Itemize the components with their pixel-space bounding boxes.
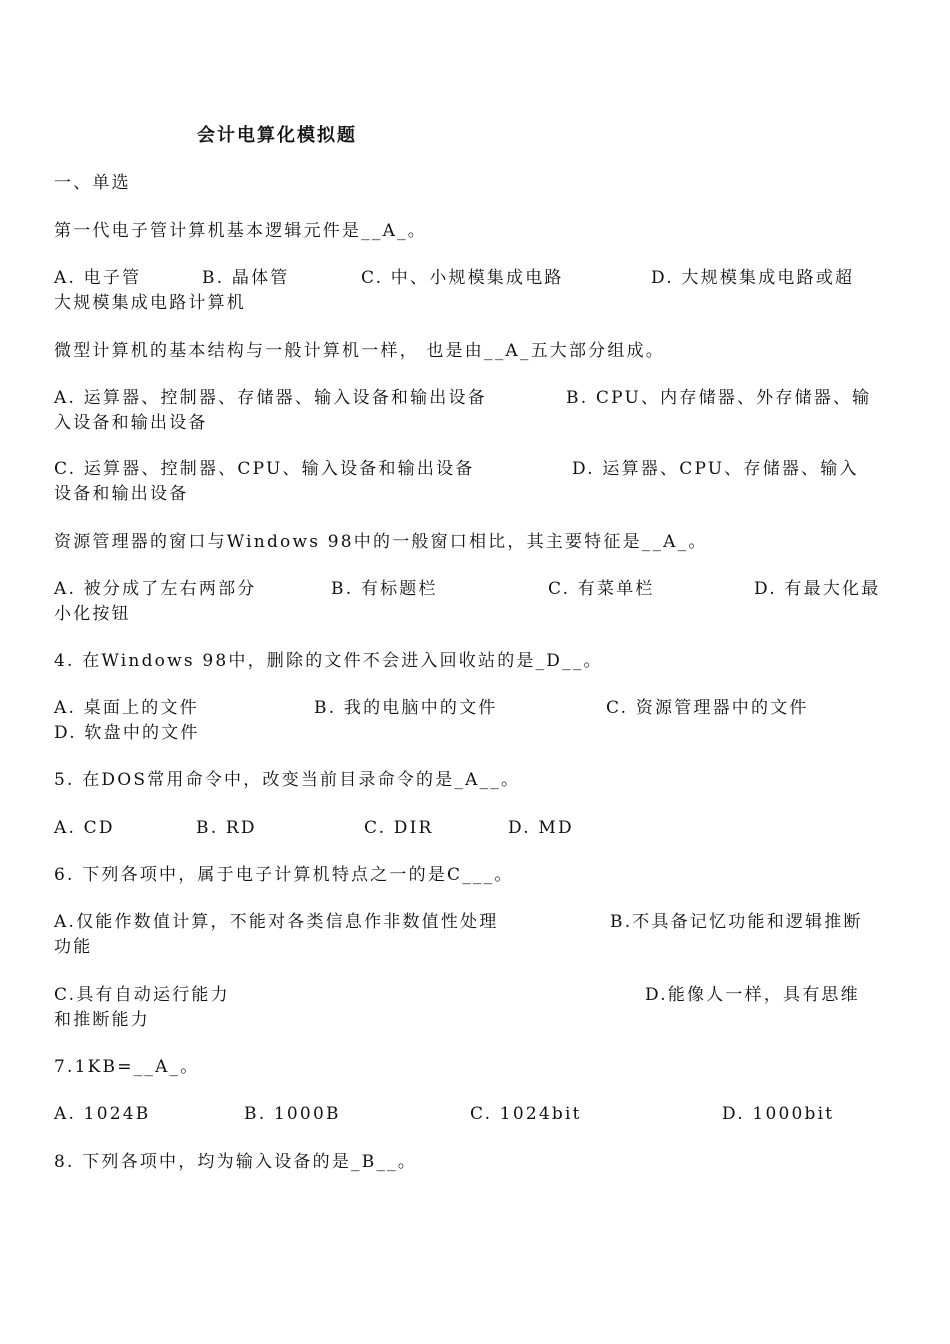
q6-option-d-continued: 和推断能力: [54, 1010, 150, 1030]
question-2-options-row-2: [0, 457, 950, 481]
q4-option-d: D. 软盘中的文件: [54, 723, 200, 743]
question-4-options-row: [0, 696, 950, 720]
q1-option-d-continued: 大规模集成电路计算机: [54, 293, 246, 313]
q1-option-a: A. 电子管: [54, 268, 142, 288]
q7-option-b: B. 1000B: [244, 1104, 341, 1124]
q4-option-c: C. 资源管理器中的文件: [606, 698, 809, 718]
section-heading: 一、单选: [54, 173, 131, 193]
q5-option-a: A. CD: [54, 818, 115, 838]
q6-option-b: B.不具备记忆功能和逻辑推断: [610, 912, 863, 932]
q5-option-d: D. MD: [508, 818, 574, 838]
question-6-stem: 6. 下列各项中，属于电子计算机特点之一的是C___。: [54, 865, 514, 885]
question-4-stem: 4. 在Windows 98中，删除的文件不会进入回收站的是_D__。: [54, 651, 603, 671]
q1-option-b: B. 晶体管: [202, 268, 290, 288]
q3-option-c: C. 有菜单栏: [548, 579, 655, 599]
q2-option-d-continued: 设备和输出设备: [54, 484, 189, 504]
q2-option-c: C. 运算器、控制器、CPU、输入设备和输出设备: [54, 459, 475, 479]
q4-option-b: B. 我的电脑中的文件: [314, 698, 498, 718]
question-5-options-row: [0, 816, 950, 840]
q3-option-a: A. 被分成了左右两部分: [54, 579, 257, 599]
q6-option-a: A.仅能作数值计算，不能对各类信息作非数值性处理: [54, 912, 499, 932]
question-2-stem: 微型计算机的基本结构与一般计算机一样， 也是由__A_五大部分组成。: [54, 341, 665, 361]
q6-option-d: D.能像人一样，具有思维: [645, 985, 860, 1005]
q7-option-d: D. 1000bit: [722, 1104, 835, 1124]
q6-option-c: C.具有自动运行能力: [54, 985, 230, 1005]
q3-option-d: D. 有最大化最: [754, 579, 881, 599]
question-1-stem: 第一代电子管计算机基本逻辑元件是__A_。: [54, 221, 427, 241]
question-5-stem: 5. 在DOS常用命令中，改变当前目录命令的是_A__。: [54, 770, 521, 790]
question-8-stem: 8. 下列各项中，均为输入设备的是_B__。: [54, 1152, 418, 1172]
question-7-stem: 7.1KB=__A_。: [54, 1057, 200, 1077]
q1-option-d: D. 大规模集成电路或超: [651, 268, 855, 288]
q2-option-b: B. CPU、内存储器、外存储器、输: [566, 388, 872, 408]
q2-option-d: D. 运算器、CPU、存储器、输入: [572, 459, 859, 479]
q5-option-b: B. RD: [196, 818, 257, 838]
page-title: 会计电算化模拟题: [197, 125, 357, 146]
question-3-stem: 资源管理器的窗口与Windows 98中的一般窗口相比，其主要特征是__A_。: [54, 532, 708, 552]
q5-option-c: C. DIR: [364, 818, 434, 838]
question-2-options-row-1: [0, 386, 950, 410]
q6-option-b-continued: 功能: [54, 937, 93, 957]
q2-option-a: A. 运算器、控制器、存储器、输入设备和输出设备: [54, 388, 487, 408]
question-7-options-row: [0, 1102, 950, 1126]
q3-option-b: B. 有标题栏: [331, 579, 438, 599]
question-6-options-row-1: [0, 910, 950, 934]
question-1-options-row: [0, 266, 950, 290]
question-3-options-row: [0, 577, 950, 601]
q1-option-c: C. 中、小规模集成电路: [361, 268, 564, 288]
q7-option-c: C. 1024bit: [470, 1104, 582, 1124]
q7-option-a: A. 1024B: [54, 1104, 151, 1124]
q4-option-a: A. 桌面上的文件: [54, 698, 199, 718]
question-6-options-row-2: [0, 983, 950, 1007]
q2-option-b-continued: 入设备和输出设备: [54, 413, 208, 433]
q3-option-d-continued: 小化按钮: [54, 604, 131, 624]
